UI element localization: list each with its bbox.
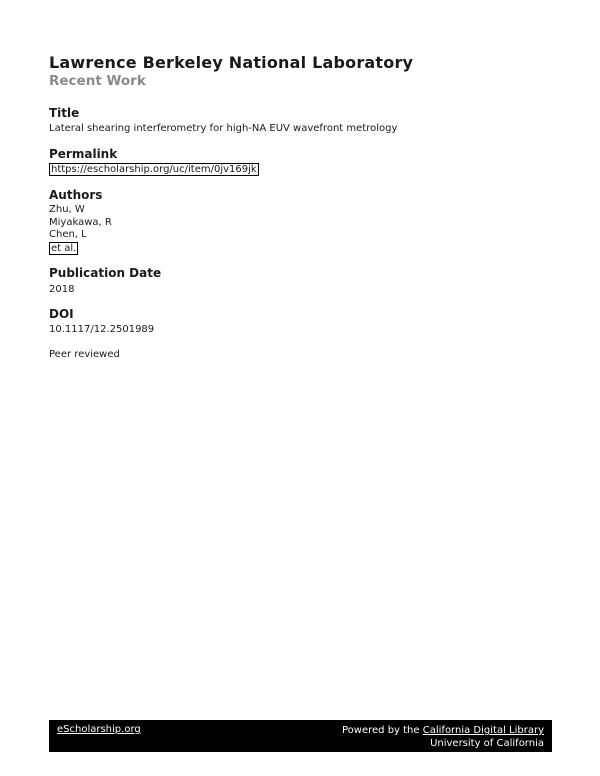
author-name: Miyakawa, R <box>49 216 112 228</box>
author-name: Zhu, W <box>49 204 85 215</box>
footer-left <box>57 724 141 735</box>
permalink-link[interactable]: https://escholarship.org/uc/item/0jv169jk <box>51 164 257 175</box>
organization-title: Lawrence Berkeley National Laboratory <box>49 53 414 72</box>
escholarship-link[interactable]: eScholarship.org <box>57 724 141 735</box>
footer-bar <box>49 720 552 752</box>
authors-list <box>49 204 112 255</box>
permalink-heading: Permalink <box>49 147 118 161</box>
et-al-link[interactable]: et al. <box>51 242 77 254</box>
publication-date-value: 2018 <box>49 284 75 295</box>
doi-value: 10.1117/12.2501989 <box>49 324 155 335</box>
title-heading: Title <box>49 106 80 120</box>
powered-by-line <box>342 724 544 737</box>
cdl-link[interactable]: California Digital Library <box>422 725 544 736</box>
university-text: University of California <box>430 738 544 749</box>
permalink-container <box>49 163 259 176</box>
footer-right <box>342 724 544 750</box>
series-subtitle: Recent Work <box>49 73 146 89</box>
powered-by-text: Powered by the <box>342 725 420 736</box>
authors-heading: Authors <box>49 188 103 202</box>
title-value: Lateral shearing interferometry for high-NA EUV wavefront metrology <box>49 123 398 134</box>
doi-heading: DOI <box>49 307 74 321</box>
author-name: Chen, L <box>49 229 87 240</box>
publication-date-heading: Publication Date <box>49 266 162 280</box>
review-status: Peer reviewed <box>49 349 120 360</box>
